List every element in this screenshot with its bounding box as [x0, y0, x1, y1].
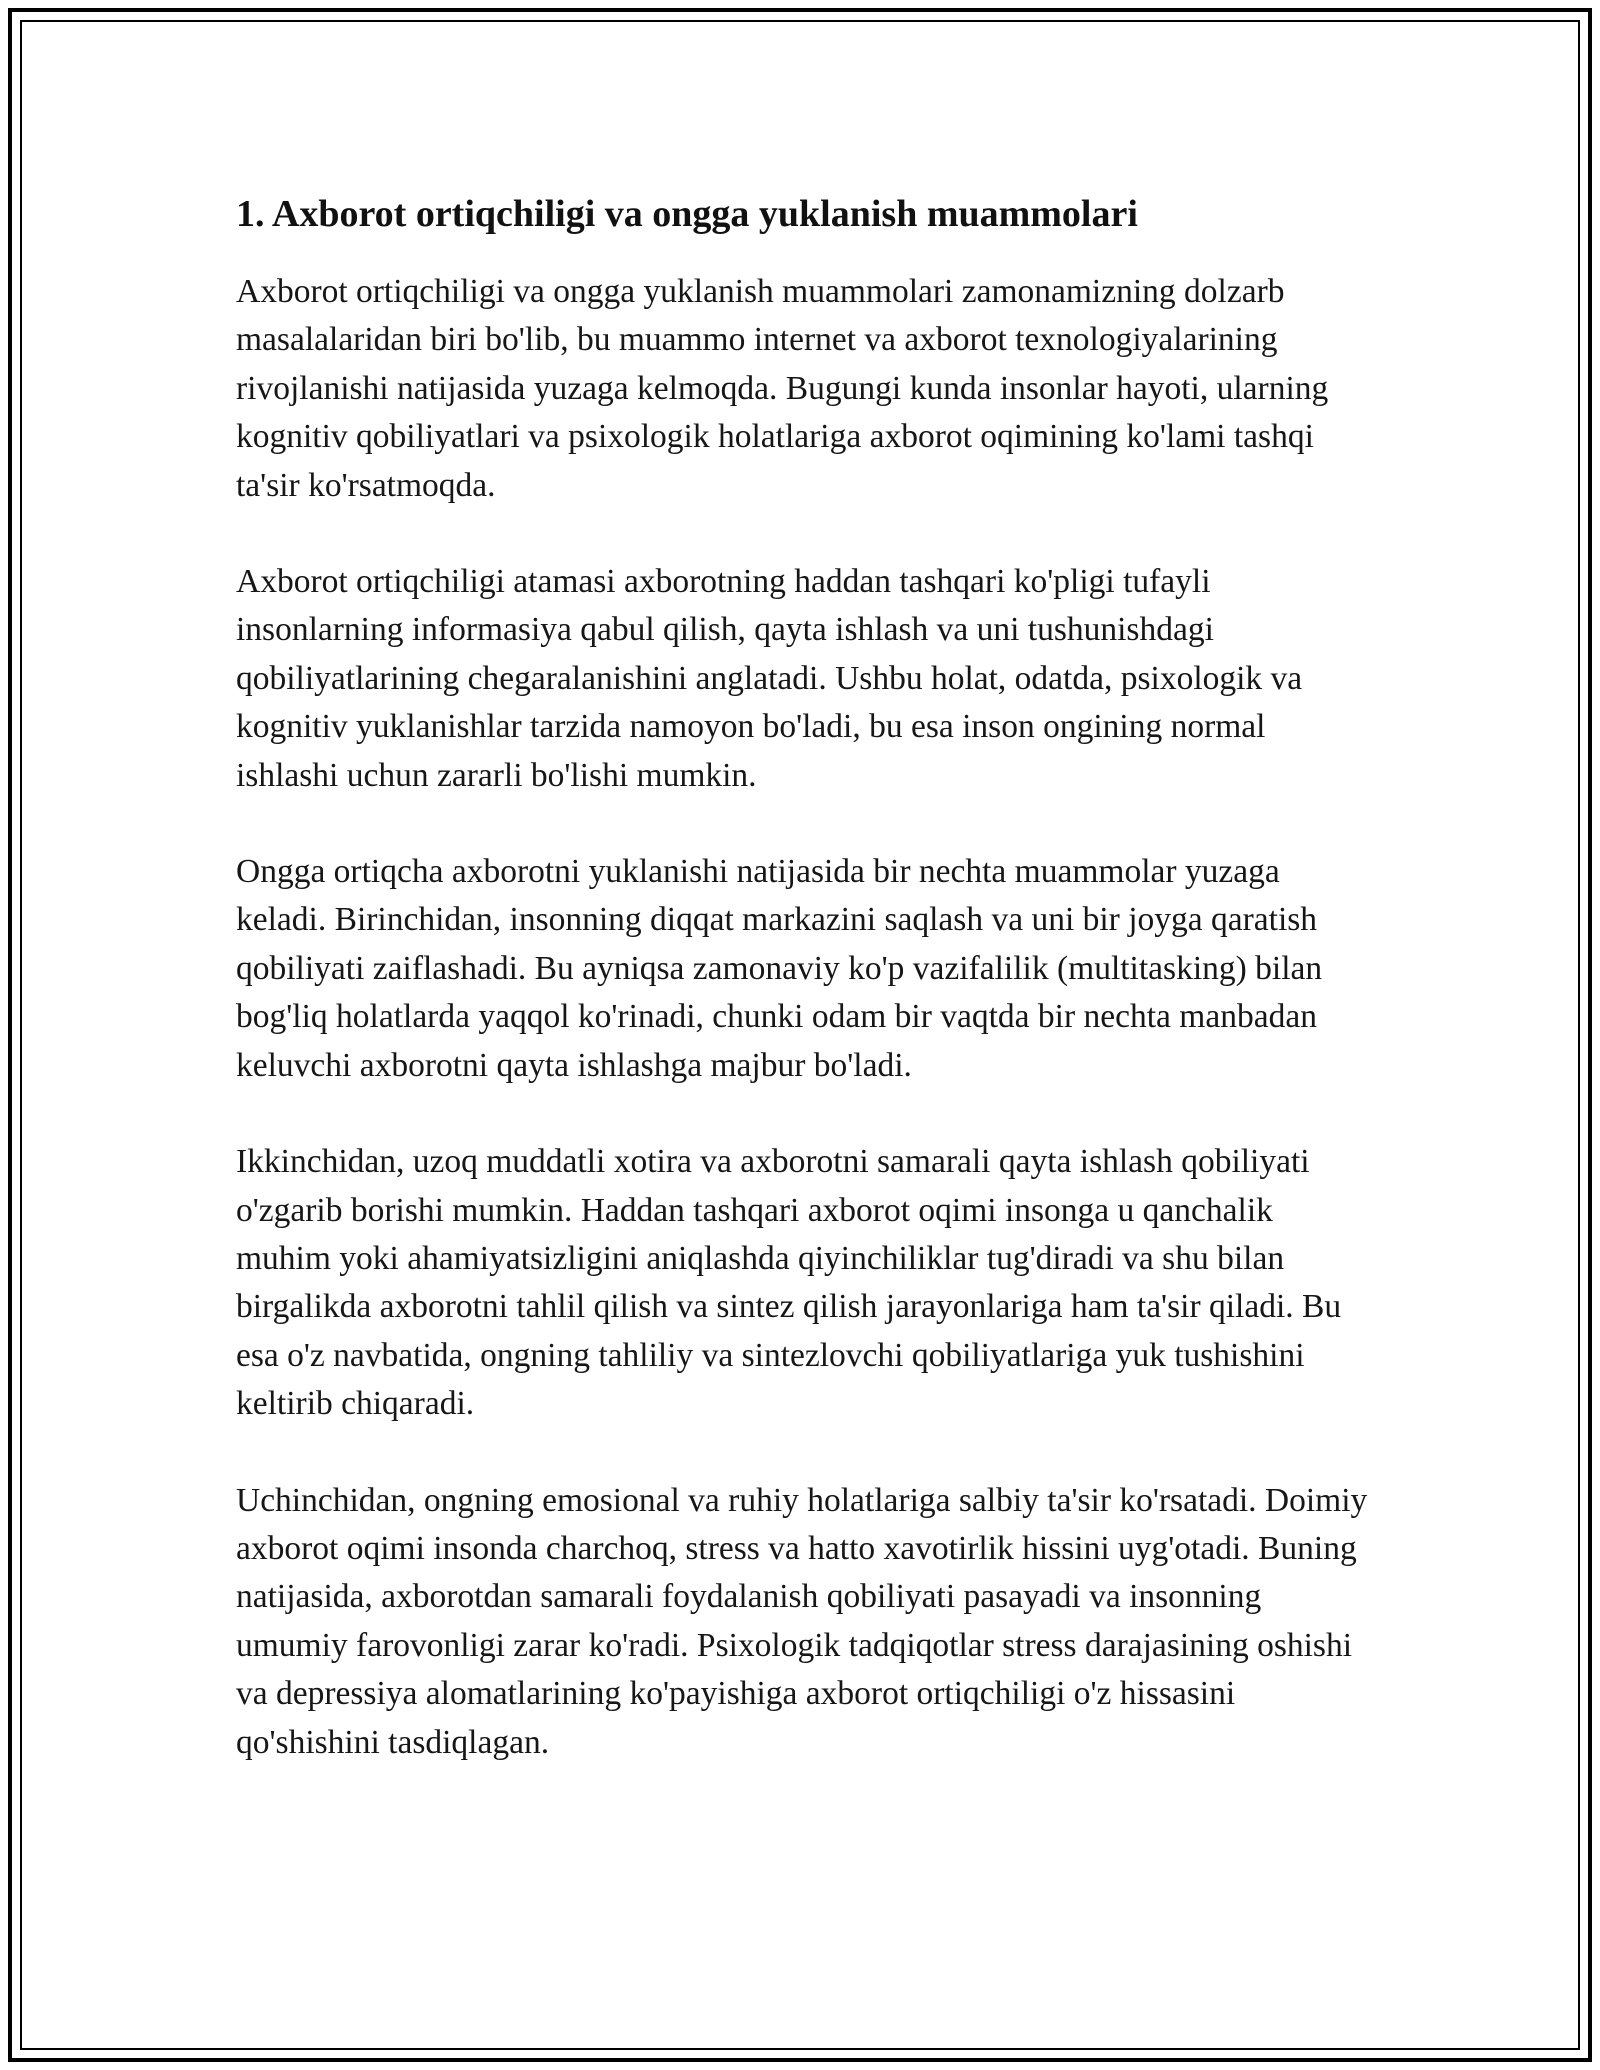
paragraph-4: Ikkinchidan, uzoq muddatli xotira va axborotni samarali qayta ishlash qobiliyati o'zgarib borishi mumkin. Haddan tashqari axborot oqimi insonga u qanchalik muhim yoki ahamiyatsizligini aniqlashda qiyinchiliklar tug'diradi va shu bilan birgalikda axborotni tahlil qilish va sintez qilish jarayonlariga ham ta'sir qiladi. Bu esa o'z navbatida, ongning tahliliy va sintezlovchi qobiliyatlariga yuk tushishini keltirib chiqaradi. — [236, 1143, 1342, 1423]
paragraph-5: Uchinchidan, ongning emosional va ruhiy holatlariga salbiy ta'sir ko'rsatadi. Doimiy axborot oqimi insonda charchoq, stress va hatto xavotirlik hissini uyg'otadi. Buning natijasida, axborotdan samarali foydalanish qobiliyati pasayadi va insonning umumiy farovonligi zarar ko'radi. Psixologik tadqiqotlar stress darajasining oshishi va depressiya alomatlarining ko'payishiga axborot ortiqchiligi o'z hissasini qo'shishini tasdiqlagan. — [236, 1481, 1368, 1761]
paragraph-2: Axborot ortiqchiligi atamasi axborotning haddan tashqari ko'pligi tufayli insonlarning informasiya qabul qilish, qayta ishlash va uni tushunishdagi qobiliyatlarining chegaralanishini anglatadi. Ushbu holat, odatda, psixologik va kognitiv yuklanishlar tarzida namoyon bo'ladi, bu esa inson ongining normal ishlashi uchun zararli bo'lishi mumkin. — [236, 563, 1303, 794]
paragraph-3: Ongga ortiqcha axborotni yuklanishi natijasida bir nechta muammolar yuzaga keladi. Birinchidan, insonning diqqat markazini saqlash va uni bir joyga qaratish qobiliyati zaiflashadi. Bu ayniqsa zamonaviy ko'p vazifalilik (multitasking) bilan bog'liq holatlarda yaqqol ko'rinadi, chunki odam bir vaqtda bir nechta manbadan keluvchi axborotni qayta ishlashga majbur bo'ladi. — [236, 853, 1323, 1084]
section-heading: 1. Axborot ortiqchiligi va ongga yuklanish muammolari — [236, 193, 1138, 235]
paragraph-1: Axborot ortiqchiligi va ongga yuklanish muammolari zamonamizning dolzarb masalalaridan biri bo'lib, bu muammo internet va axborot texnologiyalarining rivojlanishi natijasida yuzaga kelmoqda. Bugungi kunda insonlar hayoti, ularning kognitiv qobiliyatlari va psixologik holatlariga axborot oqimining ko'lami tashqi ta'sir ko'rsatmoqda. — [236, 273, 1329, 504]
document-body — [236, 182, 1376, 1815]
